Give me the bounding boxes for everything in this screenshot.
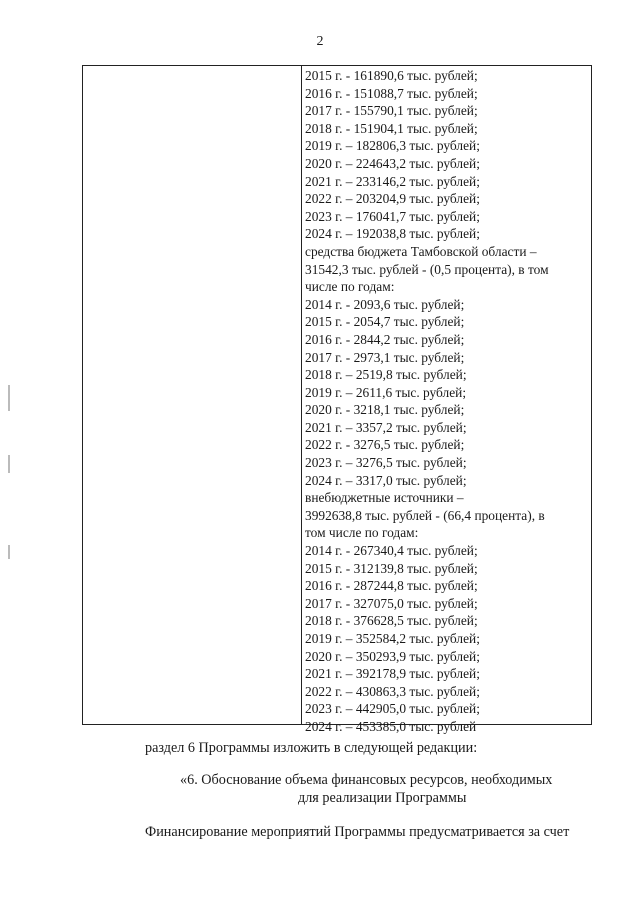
table-line: 2020 г. – 224643,2 тыс. рублей; [305,155,480,171]
scan-margin-mark [8,545,10,559]
table-line: 2015 г. - 2054,7 тыс. рублей; [305,314,465,330]
section-title [180,771,600,807]
table-line: 2014 г. - 267340,4 тыс. рублей; [305,543,478,559]
table-line: 2023 г. – 3276,5 тыс. рублей; [305,455,467,471]
table-line: средства бюджета Тамбовской области – [305,243,537,259]
column-divider [301,66,302,724]
table-line: числе по годам: [305,279,395,295]
section-title-line1: «6. Обоснование объема финансовых ресурсов, необходимых [180,772,553,788]
table-line: 2019 г. – 2611,6 тыс. рублей; [305,384,467,400]
table-line: 2022 г. – 430863,3 тыс. рублей; [305,683,480,699]
table-line: 2022 г. – 203204,9 тыс. рублей; [305,191,480,207]
table-line: 2016 г. - 287244,8 тыс. рублей; [305,578,478,594]
table-line: 2017 г. - 327075,0 тыс. рублей; [305,595,478,611]
table-line: 2021 г. – 3357,2 тыс. рублей; [305,419,467,435]
table-line: 2024 г. – 192038,8 тыс. рублей; [305,226,480,242]
table-line: 31542,3 тыс. рублей - (0,5 процента), в том [305,261,549,277]
table-line: 2021 г. – 392178,9 тыс. рублей; [305,666,480,682]
table-line: 2022 г. - 3276,5 тыс. рублей; [305,437,465,453]
table-line: 2019 г. – 182806,3 тыс. рублей; [305,138,480,154]
financing-table [82,65,592,734]
table-line: 3992638,8 тыс. рублей - (66,4 процента), в [305,507,545,523]
table-line: 2023 г. – 442905,0 тыс. рублей; [305,701,480,717]
table-line: 2018 г. - 151904,1 тыс. рублей; [305,120,478,136]
page-number: 2 [316,34,324,49]
table-line: 2017 г. - 2973,1 тыс. рублей; [305,349,465,365]
table-line: 2016 г. - 2844,2 тыс. рублей; [305,331,465,347]
table-line: 2014 г. - 2093,6 тыс. рублей; [305,296,465,312]
scan-margin-mark [8,385,10,411]
table-line: 2023 г. – 176041,7 тыс. рублей; [305,208,480,224]
scan-margin-mark [8,455,10,473]
section-title-line2: для реализации Программы [298,790,467,806]
table-line: 2015 г. - 312139,8 тыс. рублей; [305,560,478,576]
table-line: 2024 г. – 453385,0 тыс. рублей [305,718,477,734]
table-line: 2020 г. - 3218,1 тыс. рублей; [305,402,465,418]
table-line: 2015 г. - 161890,6 тыс. рублей; [305,68,478,83]
table-line: том числе по годам: [305,525,419,541]
table-line: 2021 г. – 233146,2 тыс. рублей; [305,173,480,189]
table-line: 2018 г. - 376628,5 тыс. рублей; [305,613,478,629]
table-line: 2019 г. – 352584,2 тыс. рублей; [305,631,480,646]
financing-values-cell [305,67,585,736]
table-line: внебюджетные источники – [305,490,464,506]
body-text: Финансирование мероприятий Программы предусматривается за счет [145,824,570,840]
table-line: 2016 г. - 151088,7 тыс. рублей; [305,85,478,101]
table-line: 2018 г. – 2519,8 тыс. рублей; [305,367,467,383]
table-line: 2024 г. – 3317,0 тыс. рублей; [305,472,467,488]
table-line: 2017 г. - 155790,1 тыс. рублей; [305,103,478,119]
table-line: 2020 г. – 350293,9 тыс. рублей; [305,648,480,664]
section-intro: раздел 6 Программы изложить в следующей редакции: [145,740,478,756]
